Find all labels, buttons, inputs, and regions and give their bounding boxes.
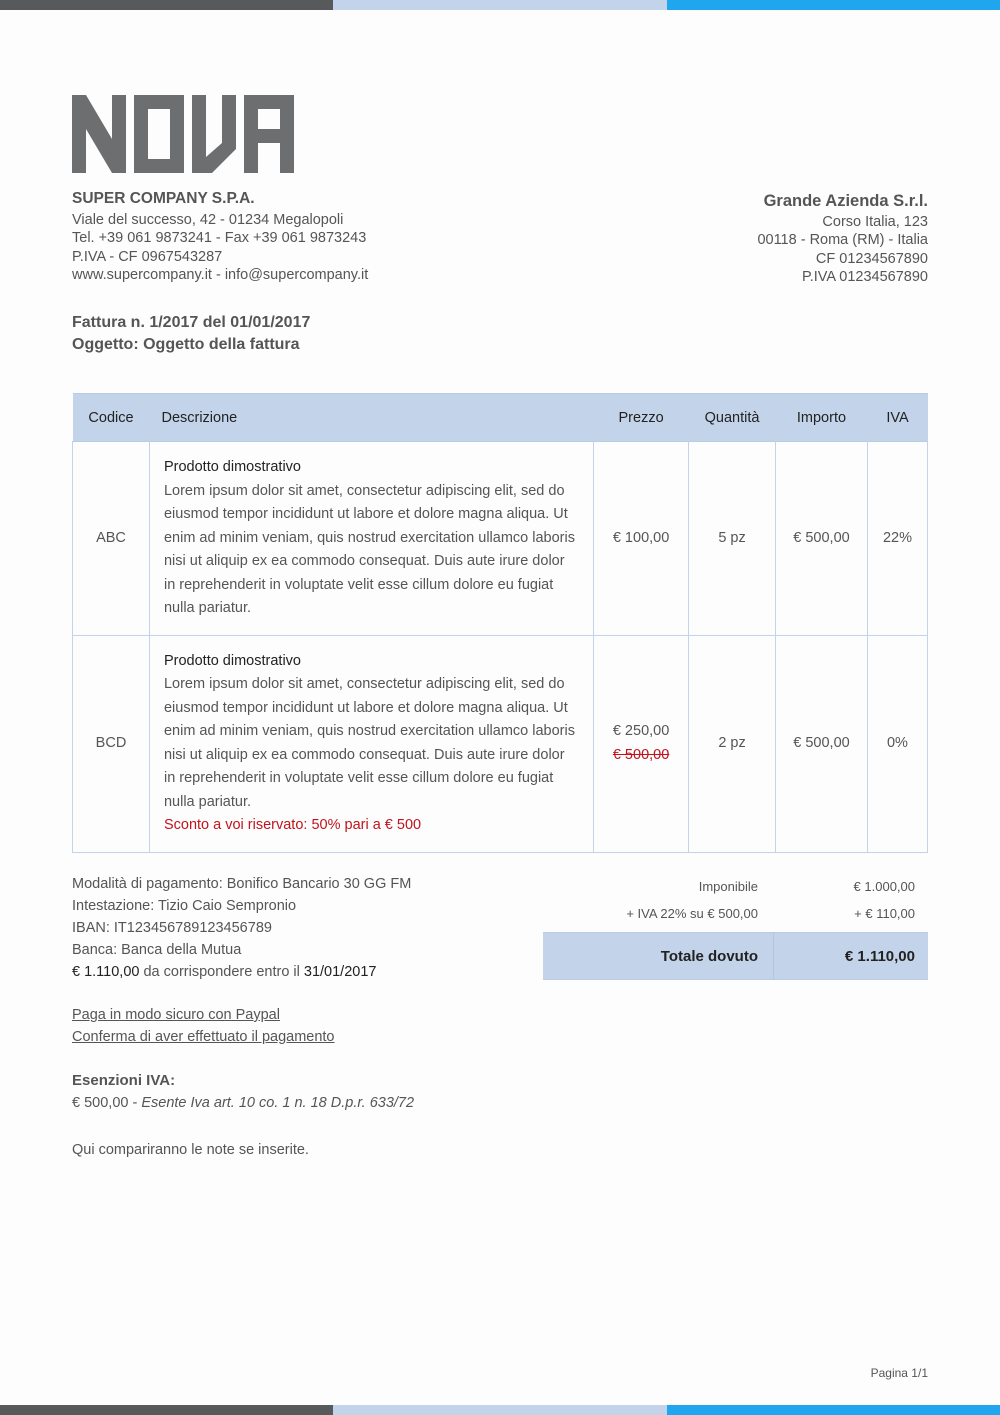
- top-color-stripe: [0, 0, 1000, 10]
- stripe-segment-blue: [667, 1405, 1000, 1415]
- due-text: da corrispondere entro il: [139, 964, 304, 980]
- confirm-payment-link[interactable]: Conferma di aver effettuato il pagamento: [72, 1029, 335, 1045]
- stripe-segment-dark: [0, 1405, 333, 1415]
- cell-vat: 22%: [867, 442, 927, 636]
- notes-text: Qui compariranno le note se inserite.: [72, 1142, 309, 1158]
- product-description: Lorem ipsum dolor sit amet, consectetur adipiscing elit, sed do eiusmod tempor incididunt ut labore et dolore magna aliqua. Ut enim ad minim veniam, quis nostrud exercitation ullamco laboris nisi ut aliquip ex ea commodo consequat. Duis aute irure dolor in reprehenderit in voluptate velit esse cillum dolore eu fugiat nulla pariatur.: [163, 482, 575, 616]
- invoice-subject: Oggetto: Oggetto della fattura: [72, 336, 300, 353]
- cell-price: € 100,00: [594, 442, 689, 636]
- cell-amount: € 500,00: [776, 442, 868, 636]
- header-code: Codice: [73, 394, 150, 442]
- client-piva: P.IVA 01234567890: [801, 269, 928, 285]
- sender-block: [72, 190, 368, 285]
- payment-holder: Intestazione: Tizio Caio Sempronio: [72, 898, 297, 914]
- original-price: € 500,00: [612, 746, 670, 763]
- client-block: [757, 192, 928, 287]
- product-description: Lorem ipsum dolor sit amet, consectetur adipiscing elit, sed do eiusmod tempor incididunt ut labore et dolore magna aliqua. Ut enim ad minim veniam, quis nostrud exercitation ullamco laboris nisi ut aliquip ex ea commodo consequat. Duis aute irure dolor in reprehenderit in voluptate velit esse cillum dolore eu fugiat nulla pariatur.: [163, 676, 575, 810]
- cell-code: ABC: [73, 442, 150, 636]
- page-number: Pagina 1/1: [870, 1366, 928, 1380]
- cell-amount: € 500,00: [776, 635, 868, 852]
- table-row: [73, 442, 928, 636]
- stripe-segment-blue: [667, 0, 1000, 10]
- cell-quantity: 5 pz: [689, 442, 776, 636]
- cell-description: [149, 442, 593, 636]
- vat-exemptions: [72, 1070, 414, 1114]
- sender-tax-id: P.IVA - CF 0967543287: [72, 248, 223, 265]
- exemption-separator: -: [128, 1095, 142, 1111]
- vat-value: + € 110,00: [854, 906, 915, 921]
- cell-vat: 0%: [867, 635, 927, 852]
- payment-info: [72, 873, 411, 983]
- paypal-link[interactable]: Paga in modo sicuro con Paypal: [72, 1007, 280, 1023]
- exemption-reason: Esente Iva art. 10 co. 1 n. 18 D.p.r. 633/72: [141, 1095, 415, 1111]
- client-street: Corso Italia, 123: [822, 213, 928, 230]
- sender-address: Viale del successo, 42 - 01234 Megalopoli: [72, 211, 344, 228]
- stripe-segment-light: [333, 0, 666, 10]
- table-header-row: [73, 394, 928, 442]
- totals-block: [543, 873, 928, 980]
- discounted-price: € 250,00: [612, 723, 670, 739]
- invoice-heading: [72, 312, 310, 356]
- client-cf: CF 01234567890: [815, 250, 928, 267]
- discount-note: Sconto a voi riservato: 50% pari a € 500: [163, 817, 422, 833]
- payment-links: [72, 1004, 335, 1048]
- grand-total-row: [543, 932, 928, 980]
- header-vat: IVA: [867, 394, 927, 442]
- cell-quantity: 2 pz: [689, 635, 776, 852]
- client-city: 00118 - Roma (RM) - Italia: [757, 232, 928, 248]
- sender-name: SUPER COMPANY S.P.A.: [72, 190, 255, 207]
- due-date: 31/01/2017: [303, 964, 377, 980]
- header-description: Descrizione: [149, 394, 593, 442]
- header-amount: Importo: [776, 394, 868, 442]
- cell-price: [594, 635, 689, 852]
- payment-due: [72, 961, 411, 983]
- stripe-segment-dark: [0, 0, 333, 10]
- client-name: Grande Azienda S.r.l.: [763, 192, 928, 210]
- bottom-color-stripe: [0, 1405, 1000, 1415]
- sender-phone: Tel. +39 061 9873241 - Fax +39 061 9873243: [72, 230, 367, 246]
- cell-description: [149, 635, 593, 852]
- product-title: Prodotto dimostrativo: [163, 652, 301, 669]
- exemptions-title: Esenzioni IVA:: [72, 1072, 176, 1089]
- exemption-line: [72, 1092, 414, 1114]
- vat-label: + IVA 22% su € 500,00: [626, 906, 758, 921]
- items-table: [72, 393, 928, 853]
- sender-web: www.supercompany.it - info@supercompany.it: [72, 267, 369, 283]
- company-logo: [72, 95, 308, 173]
- due-amount: € 1.110,00: [72, 964, 140, 980]
- taxable-value: € 1.000,00: [853, 879, 915, 894]
- payment-iban: IBAN: IT123456789123456789: [72, 920, 272, 936]
- vat-row: [543, 900, 928, 927]
- table-row: [73, 635, 928, 852]
- header-quantity: Quantità: [689, 394, 776, 442]
- taxable-row: [543, 873, 928, 900]
- header-price: Prezzo: [594, 394, 689, 442]
- payment-bank: Banca: Banca della Mutua: [72, 942, 242, 958]
- total-value: € 1.110,00: [773, 933, 928, 979]
- cell-code: BCD: [73, 635, 150, 852]
- total-label: Totale dovuto: [660, 947, 758, 965]
- product-title: Prodotto dimostrativo: [163, 459, 301, 475]
- exemption-amount: € 500,00: [72, 1095, 129, 1111]
- payment-method: Modalità di pagamento: Bonifico Bancario 30 GG FM: [72, 876, 412, 892]
- invoice-number: Fattura n. 1/2017 del 01/01/2017: [72, 314, 311, 331]
- taxable-label: Imponibile: [698, 879, 758, 894]
- stripe-segment-light: [333, 1405, 666, 1415]
